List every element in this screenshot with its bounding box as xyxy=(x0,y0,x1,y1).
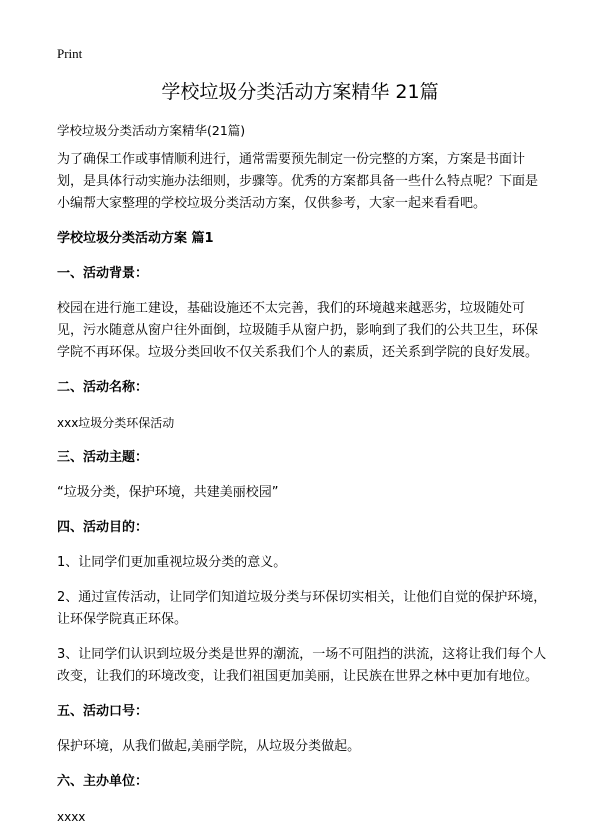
section-heading-organizer: 六、主办单位： xyxy=(57,774,149,789)
section-paragraph: “垃圾分类，保护环境，共建美丽校园” xyxy=(57,485,279,500)
section-heading-purpose: 四、活动目的： xyxy=(57,520,149,535)
section-paragraph: 校园在进行施工建设，基础设施还不太完善，我们的环境越来越恶劣，垃圾随处可见，污水随意从窗户往外面倒，垃圾随手从窗户扔，影响到了我们的公共卫生，环保学院不再环保。垃圾分类回收不仅关系我们个人的素质，还关系到学院的良好发展。 xyxy=(57,301,539,360)
intro-paragraph: 为了确保工作或事情顺利进行，通常需要预先制定一份完整的方案，方案是书面计划，是具体行动实施办法细则，步骤等。优秀的方案都具备一些什么特点呢？下面是小编帮大家整理的学校垃圾分类活动方案，仅供参考，大家一起来看看吧。 xyxy=(57,152,539,211)
section-paragraph: 2、通过宣传活动，让同学们知道垃圾分类与环保切实相关，让他们自觉的保护环境，让环保学院真正环保。 xyxy=(57,590,547,627)
print-link[interactable]: Print xyxy=(57,46,83,61)
section-paragraph: xxxx xyxy=(57,810,86,824)
section-paragraph: 保护环境，从我们做起,美丽学院，从垃圾分类做起。 xyxy=(57,739,361,754)
section-heading-background: 一、活动背景： xyxy=(57,266,149,281)
page-title: 学校垃圾分类活动方案精华 21篇 xyxy=(161,81,439,103)
section-paragraph: xxx垃圾分类环保活动 xyxy=(57,416,175,430)
document-body xyxy=(57,120,547,828)
section-paragraph: 1、让同学们更加重视垃圾分类的意义。 xyxy=(57,555,287,570)
section-heading-theme: 三、活动主题： xyxy=(57,450,149,465)
article-heading: 学校垃圾分类活动方案 篇1 xyxy=(57,231,214,246)
section-heading-name: 二、活动名称： xyxy=(57,380,149,395)
section-paragraph: 3、让同学们认识到垃圾分类是世界的潮流，一场不可阻挡的洪流，这将让我们每个人改变，让我们的环境改变，让我们祖国更加美丽，让民族在世界之林中更加有地位。 xyxy=(57,647,547,684)
document-subtitle: 学校垃圾分类活动方案精华(21篇) xyxy=(57,123,246,138)
section-heading-slogan: 五、活动口号： xyxy=(57,704,149,719)
